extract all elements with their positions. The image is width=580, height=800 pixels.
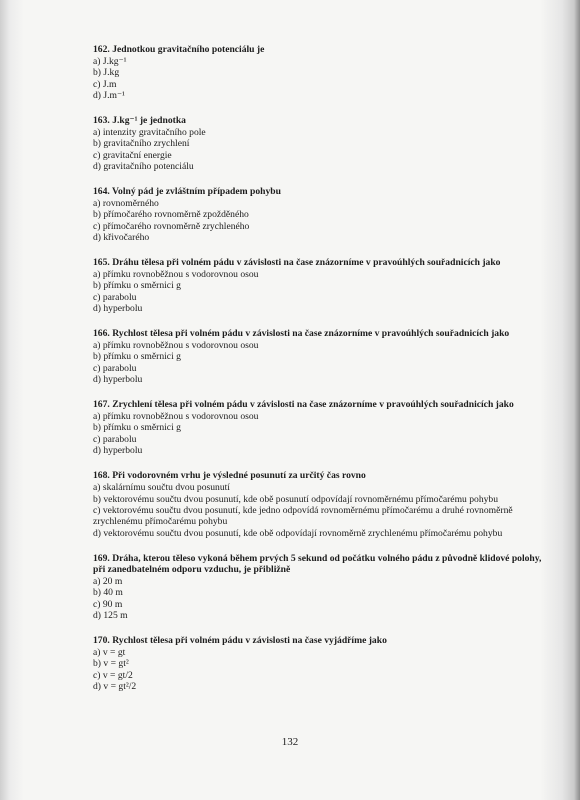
- question-title: 167. Zrychlení tělesa při volném pádu v závislosti na čase znázorníme v pravoúhlých souřadnicích jako: [93, 399, 514, 411]
- answer-option: c) J.m: [93, 78, 117, 90]
- question-block: [93, 44, 553, 102]
- answer-option: b) přímku o směrnici g: [93, 351, 181, 363]
- answer-option: a) skalárnímu součtu dvou posunutí: [93, 482, 230, 494]
- answer-option: d) hyperbolu: [93, 374, 143, 386]
- answer-option: a) v = gt: [93, 646, 126, 658]
- question-title: 163. J.kg⁻¹ je jednotka: [93, 115, 186, 127]
- page-number: 132: [281, 736, 299, 748]
- question-title: 166. Rychlost tělesa při volném pádu v závislosti na čase znázorníme v pravoúhlých souřadnicích jako: [93, 328, 510, 340]
- question-block: [93, 399, 553, 457]
- answer-option: a) 20 m: [93, 575, 123, 587]
- answer-option: a) přímku rovnoběžnou s vodorovnou osou: [93, 411, 259, 423]
- question-block: [93, 328, 553, 386]
- question-title: 162. Jednotkou gravitačního potenciálu je: [93, 44, 265, 55]
- answer-option: c) parabolu: [93, 433, 137, 445]
- question-title: 165. Dráhu tělesa při volném pádu v závislosti na čase znázorníme v pravoúhlých souřadnicích jako: [93, 257, 501, 269]
- answer-option: b) vektorovému součtu dvou posunutí, kde obě posunutí odpovídají rovnoměrnému přímočarému pohybu: [93, 493, 499, 505]
- answer-option: b) J.kg: [93, 67, 120, 79]
- answer-option: c) parabolu: [93, 291, 137, 303]
- answer-option: d) v = gt²/2: [93, 681, 137, 693]
- answer-option: d) hyperbolu: [93, 445, 143, 457]
- answer-option: d) gravitačního potenciálu: [93, 161, 194, 173]
- question-block: [93, 186, 553, 244]
- answer-option: c) parabolu: [93, 362, 137, 374]
- answer-option: b) v = gt²: [93, 658, 129, 670]
- question-title: 168. Při vodorovném vrhu je výsledné posunutí za určitý čas rovno: [93, 470, 366, 482]
- answer-option: d) hyperbolu: [93, 303, 143, 315]
- answer-option: b) přímku o směrnici g: [93, 422, 181, 434]
- answer-option: c) vektorovému součtu dvou posunutí, kde jedno odpovídá rovnoměrnému přímočarému a druhé rovnoměrně zrychlenému přímočarému pohybu: [93, 504, 513, 528]
- question-block: [93, 635, 553, 693]
- question-title: 170. Rychlost tělesa při volném pádu v závislosti na čase vyjádříme jako: [93, 635, 387, 647]
- question-title: 164. Volný pád je zvláštním případem pohybu: [93, 186, 281, 198]
- answer-option: c) v = gt/2: [93, 669, 133, 681]
- answer-option: a) přímku rovnoběžnou s vodorovnou osou: [93, 269, 259, 280]
- answer-option: d) křivočarého: [93, 232, 150, 244]
- answer-option: d) J.m⁻¹: [93, 90, 125, 102]
- question-block: [93, 115, 553, 173]
- answer-option: a) přímku rovnoběžnou s vodorovnou osou: [93, 340, 259, 352]
- question-block: [93, 553, 553, 622]
- answer-option: d) 125 m: [93, 610, 128, 622]
- answer-option: c) přímočarého rovnoměrně zrychleného: [93, 220, 250, 232]
- answer-option: b) přímku o směrnici g: [93, 280, 181, 292]
- answer-option: b) gravitačního zrychlení: [93, 138, 190, 150]
- question-block: [93, 470, 553, 539]
- answer-option: c) 90 m: [93, 598, 123, 610]
- answer-option: a) rovnoměrného: [93, 197, 159, 209]
- question-block: [93, 257, 553, 315]
- answer-option: b) přímočarého rovnoměrně zpožděného: [93, 209, 249, 221]
- answer-option: d) vektorovému součtu dvou posunutí, kde obě odpovídají rovnoměrně zrychlenému přímočarému pohybu: [93, 527, 503, 539]
- answer-option: c) gravitační energie: [93, 149, 172, 161]
- question-title: 169. Dráha, kterou těleso vykoná během prvých 5 sekund od počátku volného pádu z původně klidové polohy, při zanedbatelném odporu vzduchu, je přibližně: [93, 552, 542, 576]
- answer-option: a) intenzity gravitačního pole: [93, 126, 206, 138]
- answer-option: b) 40 m: [93, 587, 123, 599]
- answer-option: a) J.kg⁻¹: [93, 55, 127, 67]
- question-list: [93, 44, 553, 706]
